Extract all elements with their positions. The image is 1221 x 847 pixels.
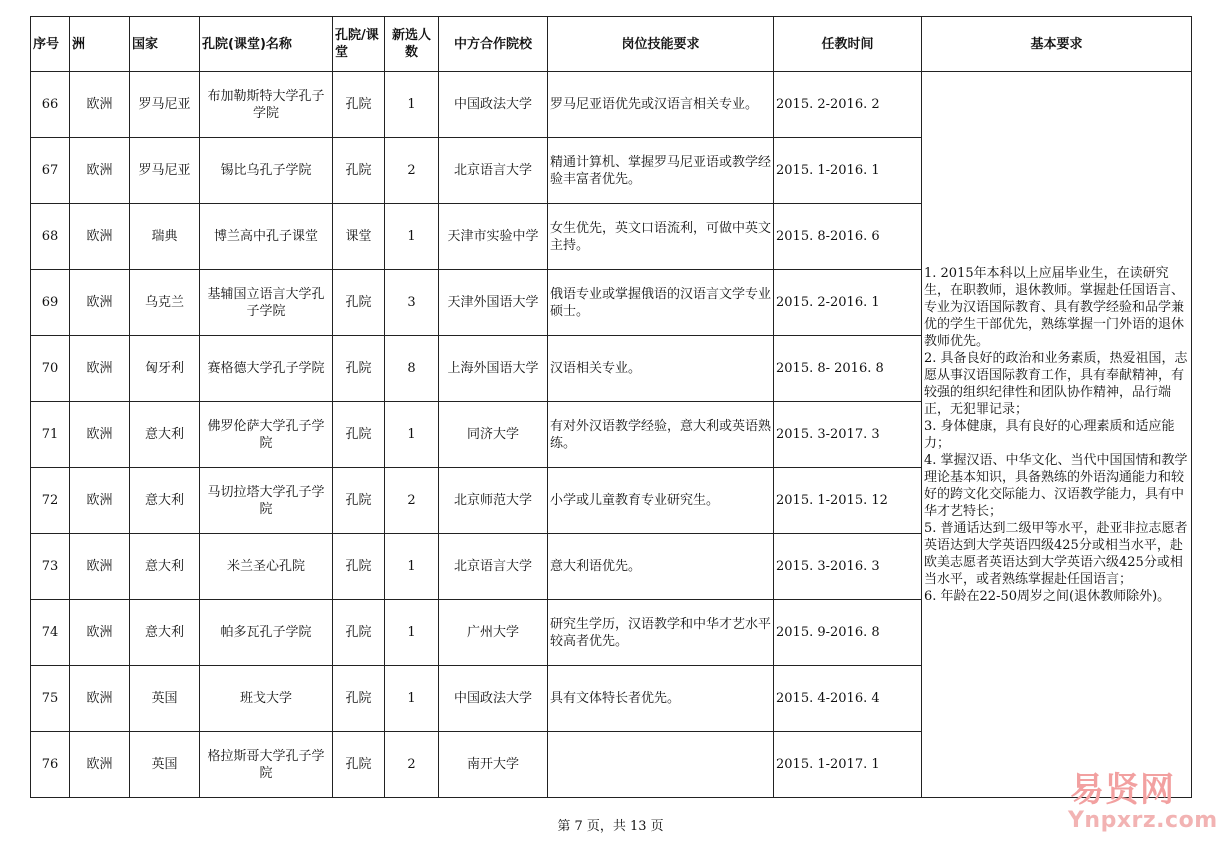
cell-continent: 欧洲 [70, 534, 130, 600]
cell-skills [548, 732, 774, 798]
header-period: 任教时间 [774, 17, 922, 72]
cell-country: 意大利 [130, 468, 200, 534]
cell-partner: 北京师范大学 [439, 468, 548, 534]
cell-partner: 中国政法大学 [439, 72, 548, 138]
cell-seq: 73 [31, 534, 70, 600]
cell-institute: 基辅国立语言大学孔子学院 [200, 270, 333, 336]
cell-seq: 76 [31, 732, 70, 798]
cell-count: 3 [385, 270, 439, 336]
cell-count: 2 [385, 138, 439, 204]
cell-country: 匈牙利 [130, 336, 200, 402]
cell-type: 孔院 [333, 138, 385, 204]
cell-continent: 欧洲 [70, 468, 130, 534]
cell-skills: 有对外汉语教学经验，意大利或英语熟练。 [548, 402, 774, 468]
cell-count: 1 [385, 534, 439, 600]
header-type: 孔院/课堂 [333, 17, 385, 72]
cell-country: 意大利 [130, 534, 200, 600]
basic-requirement-item: 3. 身体健康，具有良好的心理素质和适应能力； [924, 418, 1175, 451]
cell-seq: 67 [31, 138, 70, 204]
cell-period: 2015. 3-2017. 3 [774, 402, 922, 468]
cell-partner: 天津市实验中学 [439, 204, 548, 270]
cell-skills: 女生优先，英文口语流利，可做中英文主持。 [548, 204, 774, 270]
cell-institute: 格拉斯哥大学孔子学院 [200, 732, 333, 798]
header-continent: 洲 [70, 17, 130, 72]
cell-institute: 班戈大学 [200, 666, 333, 732]
cell-institute: 米兰圣心孔院 [200, 534, 333, 600]
cell-continent: 欧洲 [70, 72, 130, 138]
cell-country: 瑞典 [130, 204, 200, 270]
basic-requirement-item: 1. 2015年本科以上应届毕业生，在读研究生，在职教师，退休教师。掌握赴任国语言、专业为汉语国际教育、具有教学经验和品学兼优的学生干部优先，熟练掌握一门外语的退休教师优先。 [924, 265, 1185, 349]
cell-skills: 研究生学历，汉语教学和中华才艺水平较高者优先。 [548, 600, 774, 666]
cell-institute: 帕多瓦孔子学院 [200, 600, 333, 666]
cell-continent: 欧洲 [70, 732, 130, 798]
cell-institute: 布加勒斯特大学孔子学院 [200, 72, 333, 138]
cell-partner: 上海外国语大学 [439, 336, 548, 402]
cell-period: 2015. 3-2016. 3 [774, 534, 922, 600]
cell-skills: 罗马尼亚语优先或汉语言相关专业。 [548, 72, 774, 138]
cell-period: 2015. 4-2016. 4 [774, 666, 922, 732]
cell-seq: 74 [31, 600, 70, 666]
cell-institute: 赛格德大学孔子学院 [200, 336, 333, 402]
cell-seq: 72 [31, 468, 70, 534]
basic-requirements-cell [922, 72, 1192, 798]
basic-requirement-item: 5. 普通话达到二级甲等水平，赴亚非拉志愿者英语达到大学英语四级425分或相当水平，赴欧美志愿者英语达到大学英语六级425分或相当水平，或者熟练掌握赴任国语言； [924, 520, 1188, 587]
cell-continent: 欧洲 [70, 204, 130, 270]
cell-country: 罗马尼亚 [130, 138, 200, 204]
cell-count: 2 [385, 468, 439, 534]
cell-period: 2015. 8-2016. 6 [774, 204, 922, 270]
basic-requirement-item: 6. 年龄在22-50周岁之间(退休教师除外)。 [924, 588, 1171, 604]
cell-count: 1 [385, 402, 439, 468]
cell-country: 乌克兰 [130, 270, 200, 336]
cell-continent: 欧洲 [70, 600, 130, 666]
cell-country: 英国 [130, 732, 200, 798]
cell-count: 1 [385, 72, 439, 138]
cell-count: 1 [385, 666, 439, 732]
cell-skills: 具有文体特长者优先。 [548, 666, 774, 732]
cell-type: 孔院 [333, 270, 385, 336]
cell-type: 孔院 [333, 402, 385, 468]
header-row [31, 17, 1192, 72]
cell-institute: 博兰高中孔子课堂 [200, 204, 333, 270]
cell-continent: 欧洲 [70, 270, 130, 336]
cell-continent: 欧洲 [70, 402, 130, 468]
cell-partner: 中国政法大学 [439, 666, 548, 732]
cell-type: 孔院 [333, 72, 385, 138]
watermark-main: 易贤网 [1070, 770, 1175, 810]
cell-period: 2015. 8- 2016. 8 [774, 336, 922, 402]
cell-institute: 锡比乌孔子学院 [200, 138, 333, 204]
watermark-sub: Ynpxrz.com [1068, 808, 1218, 833]
cell-type: 孔院 [333, 534, 385, 600]
cell-skills: 汉语相关专业。 [548, 336, 774, 402]
cell-skills: 小学或儿童教育专业研究生。 [548, 468, 774, 534]
cell-country: 意大利 [130, 600, 200, 666]
page-footer: 第 7 页，共 13 页 [557, 819, 664, 834]
cell-continent: 欧洲 [70, 336, 130, 402]
cell-count: 1 [385, 204, 439, 270]
cell-country: 意大利 [130, 402, 200, 468]
header-skills: 岗位技能要求 [548, 17, 774, 72]
cell-skills: 意大利语优先。 [548, 534, 774, 600]
recruitment-table [30, 16, 1192, 798]
cell-seq: 68 [31, 204, 70, 270]
cell-type: 孔院 [333, 666, 385, 732]
cell-skills: 精通计算机、掌握罗马尼亚语或教学经验丰富者优先。 [548, 138, 774, 204]
cell-partner: 广州大学 [439, 600, 548, 666]
cell-institute: 佛罗伦萨大学孔子学院 [200, 402, 333, 468]
cell-country: 罗马尼亚 [130, 72, 200, 138]
basic-requirement-item: 4. 掌握汉语、中华文化、当代中国国情和教学理论基本知识，具备熟练的外语沟通能力和较好的跨文化交际能力、汉语教学能力，具有中华才艺特长； [924, 452, 1188, 519]
cell-type: 孔院 [333, 600, 385, 666]
cell-seq: 66 [31, 72, 70, 138]
header-country: 国家 [130, 17, 200, 72]
header-seq: 序号 [31, 17, 70, 72]
cell-type: 孔院 [333, 732, 385, 798]
cell-seq: 70 [31, 336, 70, 402]
header-partner: 中方合作院校 [439, 17, 548, 72]
cell-continent: 欧洲 [70, 666, 130, 732]
cell-institute: 马切拉塔大学孔子学院 [200, 468, 333, 534]
cell-type: 孔院 [333, 336, 385, 402]
cell-period: 2015. 1-2017. 1 [774, 732, 922, 798]
basic-requirement-item: 2. 具备良好的政治和业务素质，热爱祖国，志愿从事汉语国际教育工作，具有奉献精神，有较强的组织纪律性和团队协作精神，品行端正，无犯罪记录； [924, 350, 1188, 417]
cell-seq: 69 [31, 270, 70, 336]
cell-partner: 北京语言大学 [439, 534, 548, 600]
cell-period: 2015. 2-2016. 2 [774, 72, 922, 138]
cell-count: 2 [385, 732, 439, 798]
cell-type: 课堂 [333, 204, 385, 270]
cell-count: 8 [385, 336, 439, 402]
header-basic: 基本要求 [922, 17, 1192, 72]
cell-type: 孔院 [333, 468, 385, 534]
header-count: 新选人数 [385, 17, 439, 72]
cell-partner: 同济大学 [439, 402, 548, 468]
cell-seq: 75 [31, 666, 70, 732]
cell-partner: 天津外国语大学 [439, 270, 548, 336]
table-row [31, 72, 1192, 138]
cell-period: 2015. 9-2016. 8 [774, 600, 922, 666]
cell-partner: 北京语言大学 [439, 138, 548, 204]
cell-count: 1 [385, 600, 439, 666]
cell-period: 2015. 1-2016. 1 [774, 138, 922, 204]
header-institute: 孔院(课堂)名称 [200, 17, 333, 72]
cell-partner: 南开大学 [439, 732, 548, 798]
watermark-logo [1068, 762, 1216, 842]
cell-seq: 71 [31, 402, 70, 468]
cell-country: 英国 [130, 666, 200, 732]
cell-skills: 俄语专业或掌握俄语的汉语言文学专业硕士。 [548, 270, 774, 336]
cell-period: 2015. 2-2016. 1 [774, 270, 922, 336]
cell-continent: 欧洲 [70, 138, 130, 204]
cell-period: 2015. 1-2015. 12 [774, 468, 922, 534]
